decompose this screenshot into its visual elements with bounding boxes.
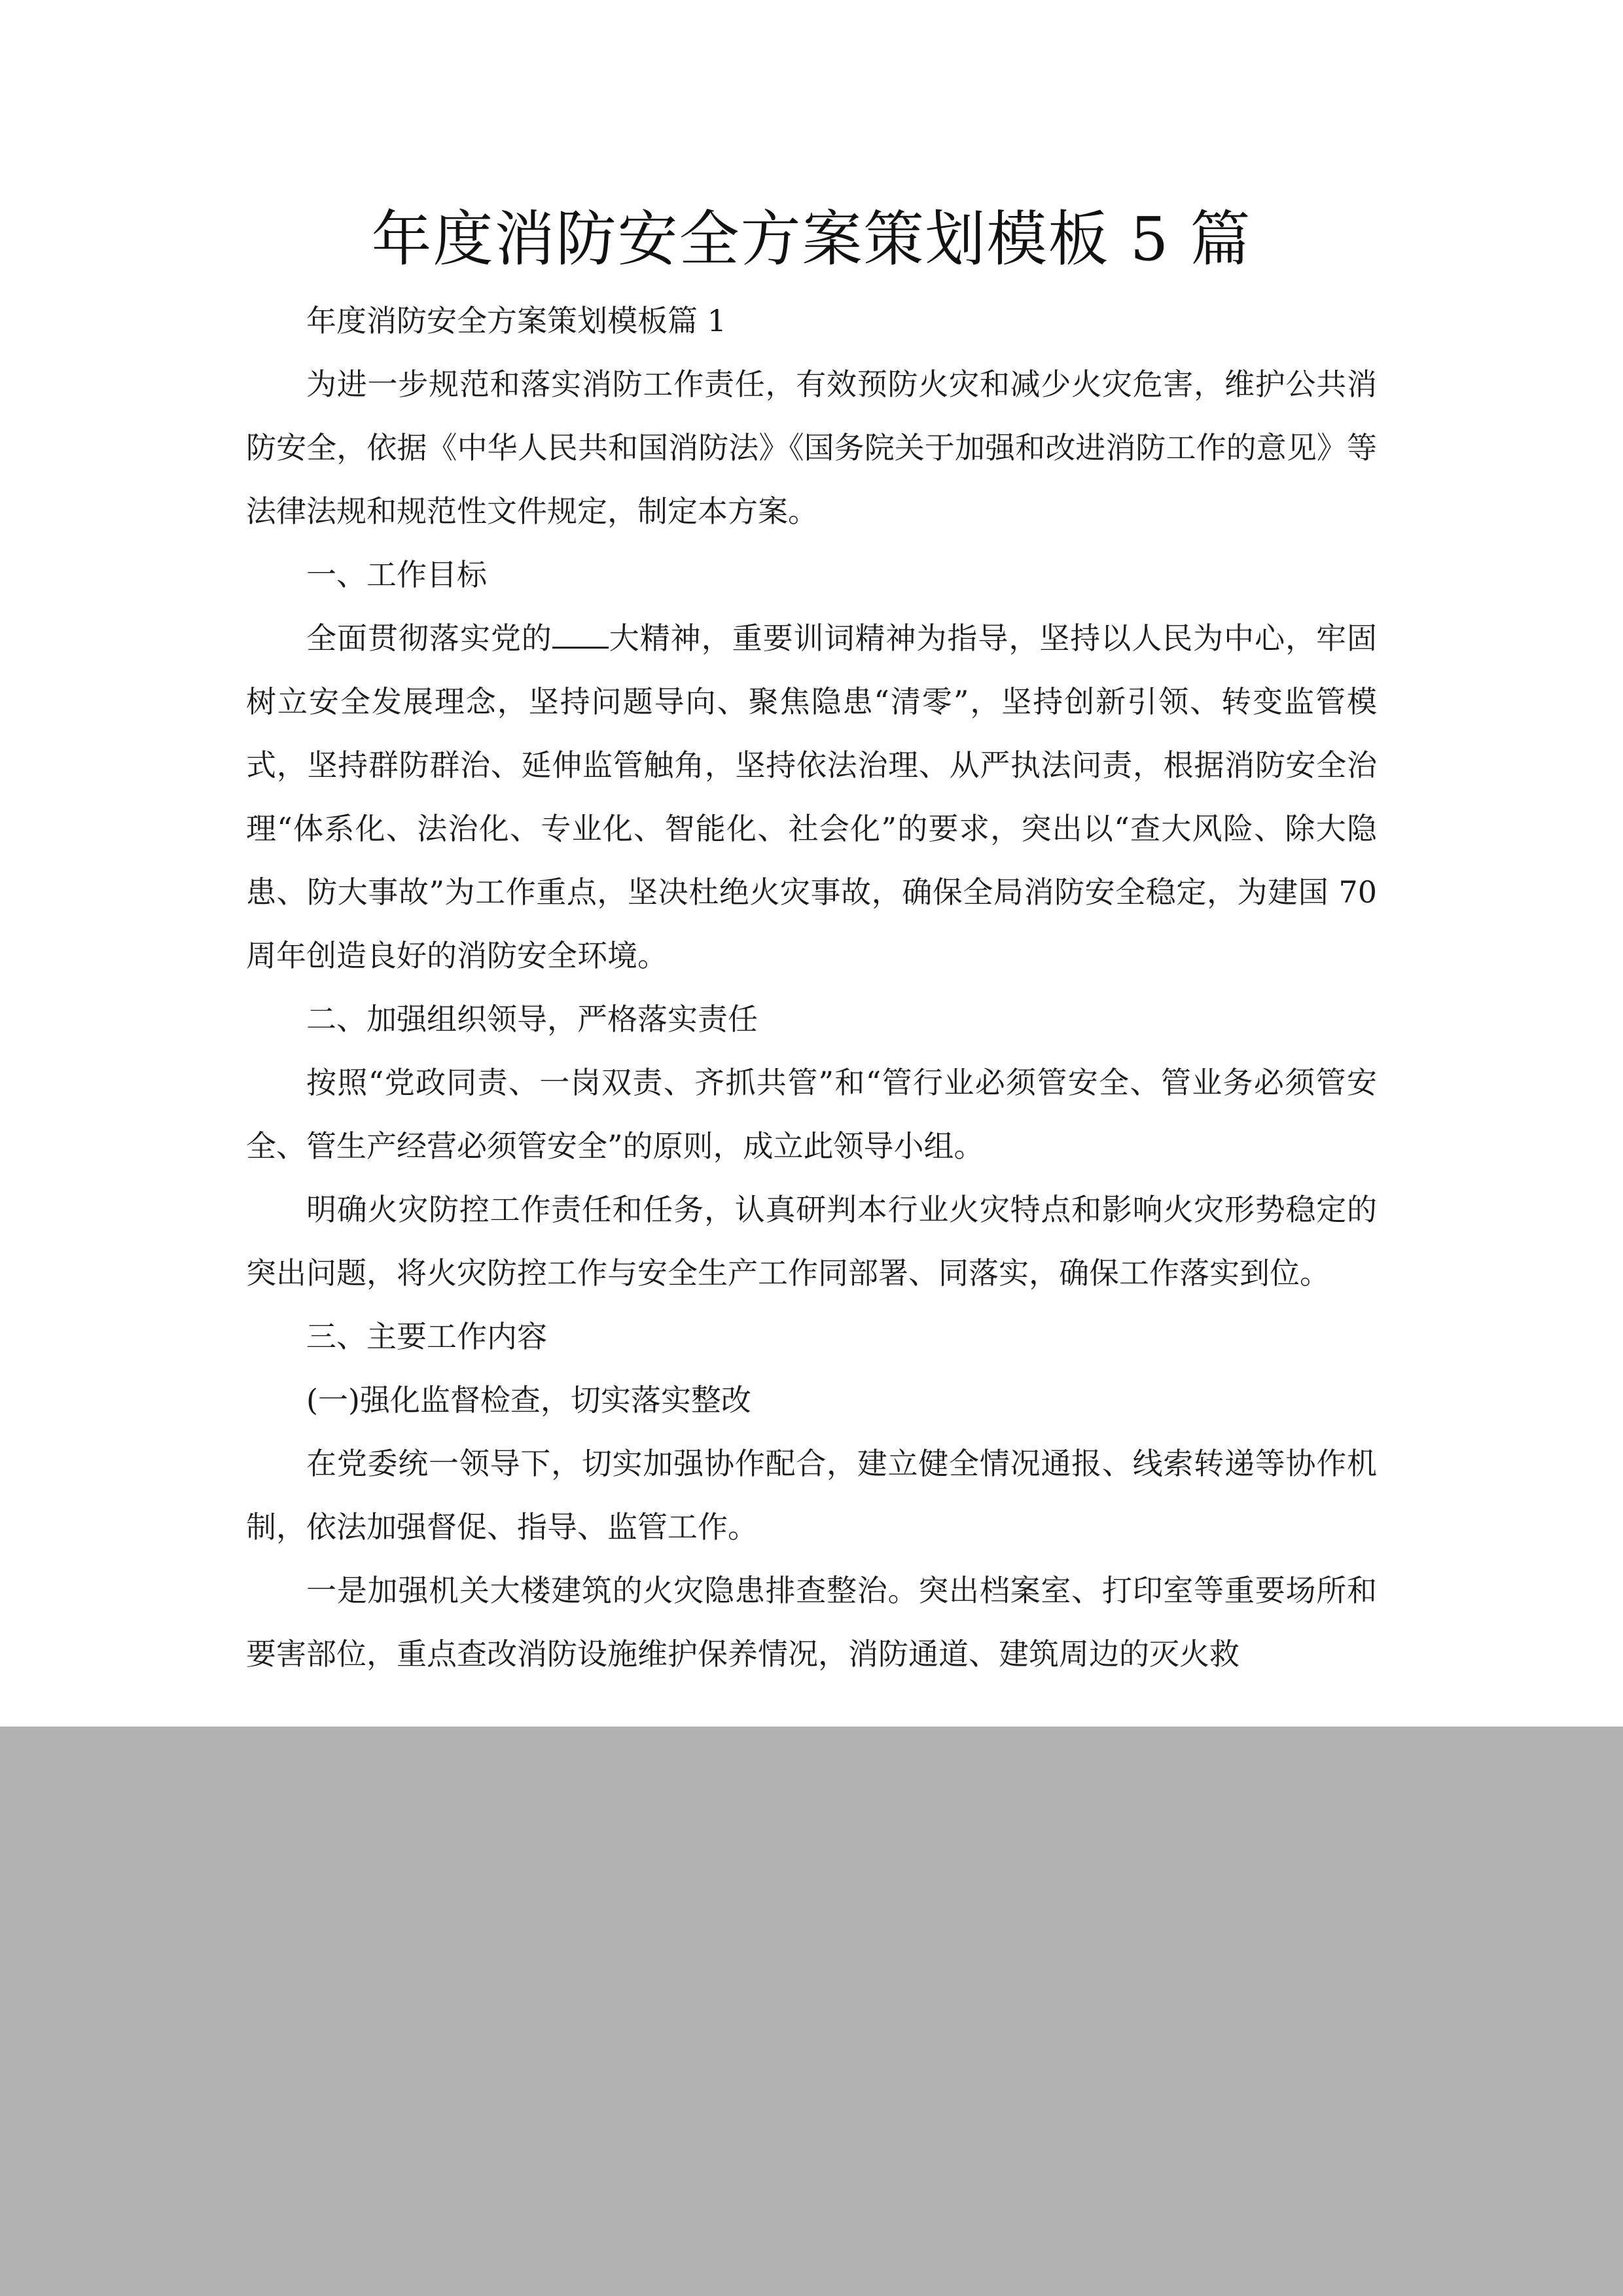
section-subtitle: 年度消防安全方案策划模板篇 1 — [306, 303, 726, 338]
goals-text-rest: 大精神，重要训词精神为指导，坚持以人民为中心，牢固树立安全发展理念，坚持问题导向、聚焦隐患“清零”，坚持创新引领、转变监管模式，坚持群防群治、延伸监管触角，坚持依法治理、从严执法问责，根据消防安全治理“体系化、法治化、专业化、智能化、社会化”的要求，突出以“查大风险、除大隐患、防大事故”为工作重点，坚决杜绝火灾事故，确保全局消防安全稳定，为建国 70 周年创造良好的消防安全环境。 — [246, 620, 1378, 973]
inspection-paragraph: 一是加强机关大楼建筑的火灾隐患排查整治。突出档案室、打印室等重要场所和要害部位，重点查改消防设施维护保养情况，消防通道、建筑周边的灭火救 — [246, 1573, 1377, 1672]
intro-paragraph: 为进一步规范和落实消防工作责任，有效预防火灾和减少火灾危害，维护公共消防安全，依据《中华人民共和国消防法》《国务院关于加强和改进消防工作的意见》等法律法规和规范性文件规定，制定本方案。 — [246, 367, 1377, 529]
subheading-supervision: (一)强化监督检查，切实落实整改 — [306, 1382, 751, 1418]
heading-organization: 二、加强组织领导，严格落实责任 — [306, 1001, 758, 1037]
document-body — [246, 289, 1377, 1686]
fill-in-blank — [552, 620, 609, 649]
document-title: 年度消防安全方案策划模板 5 篇 — [371, 204, 1252, 274]
responsibility-paragraph: 明确火灾防控工作责任和任务，认真研判本行业火灾特点和影响火灾形势稳定的突出问题，将火灾防控工作与安全生产工作同部署、同落实，确保工作落实到位。 — [246, 1192, 1377, 1291]
goals-text-start: 全面贯彻落实党的 — [306, 620, 552, 656]
goals-paragraph — [246, 607, 1377, 988]
gray-overlay-region — [0, 1727, 1623, 2296]
organization-paragraph: 按照“党政同责、一岗双责、齐抓共管”和“管行业必须管安全、管业务必须管安全、管生产经营必须管安全”的原则，成立此领导小组。 — [246, 1065, 1377, 1164]
heading-work-goals: 一、工作目标 — [306, 557, 487, 592]
heading-main-content: 三、主要工作内容 — [306, 1319, 547, 1354]
cooperation-paragraph: 在党委统一领导下，切实加强协作配合，建立健全情况通报、线索转递等协作机制，依法加强督促、指导、监管工作。 — [246, 1446, 1377, 1545]
